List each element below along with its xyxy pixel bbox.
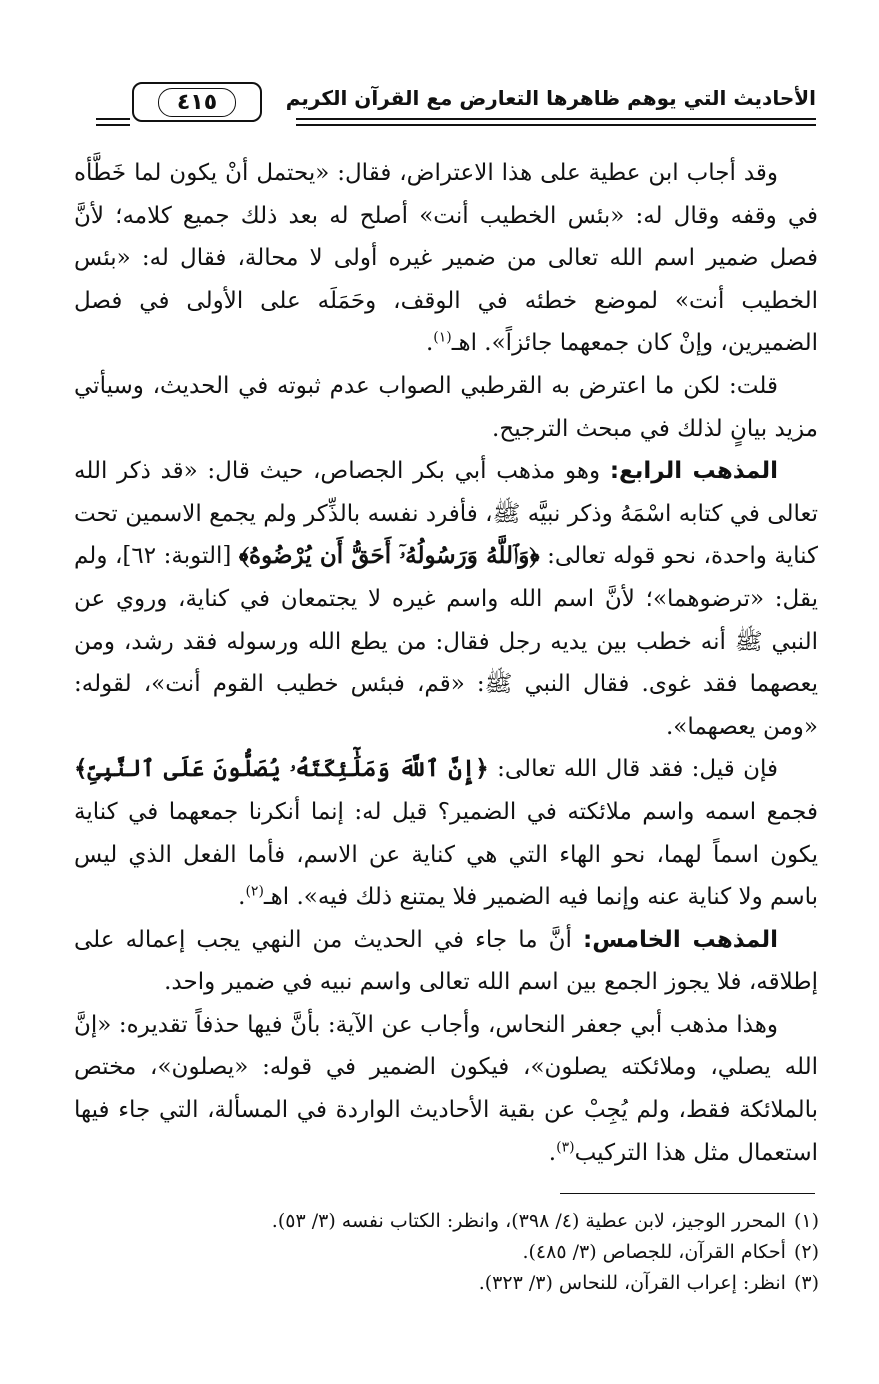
page-header bbox=[96, 78, 816, 134]
paragraph bbox=[74, 919, 818, 1004]
quran-verse: ﴿إِنَّ ٱللَّهَ وَمَلَٰٓئِكَتَهُۥ يُصَلُّونَ عَلَى ٱلنَّبِىِّ﴾ bbox=[74, 755, 489, 783]
footnote-number: (٢) bbox=[793, 1241, 819, 1263]
paragraph-end: . bbox=[548, 1139, 557, 1166]
paragraph-text: أنَّ ما جاء في الحديث من النهي يجب إعماله على إطلاقه، فلا يجوز الجمع بين اسم الله تعالى واسم نبيه في ضمير واحد. bbox=[74, 926, 818, 996]
header-rule bbox=[96, 124, 130, 126]
footnote bbox=[99, 1268, 819, 1299]
quran-verse: ﴿وَٱللَّهُ وَرَسُولُهُۥٓ أَحَقُّ أَن يُرْضُوهُ﴾ bbox=[238, 542, 540, 570]
footnote-separator bbox=[560, 1193, 815, 1194]
paragraph-text: [التوبة: ٦٢]، ولم يقل: «ترضوهما»؛ لأنَّ اسم الله واسم غيره لا يجتمعان في كناية، وروي عن النبي ﷺ أنه خطب بين يديه رجل فقال: من يطع الله ورسوله فقد رشد، ومن يعصهما فقد غوى. فقال النبي ﷺ: «قم، فبئس خطيب القوم أنت»، لقوله: «ومن يعصهما». bbox=[74, 543, 818, 740]
section-heading: المذهب الخامس: bbox=[583, 926, 778, 953]
paragraph-text: وقد أجاب ابن عطية على هذا الاعتراض، فقال: «يحتمل أنْ يكون لما خَطَّأه في وقفه وقال له: «بئس الخطيب أنت» أصلح له بعد ذلك جميع كلامه؛ لأنَّ فصل ضمير اسم الله تعالى من ضمير غيره أولى لا محالة، فقال له: «بئس الخطيب أنت» لموضع خطئه في الوقف، وحَمَلَه على الأولى في فصل الضميرين، وإنْ كان جمعهما جائزاً». اهـ bbox=[74, 160, 818, 357]
footnote-text: انظر: إعراب القرآن، للنحاس (٣/ ٣٢٣). bbox=[478, 1272, 786, 1294]
paragraph-text: فجمع اسمه واسم ملائكته في الضمير؟ قيل له: إنما أنكرنا جمعهما في كناية يكون اسماً لهما، نحو الهاء التي هي كناية عن الاسم، فأما الفعل الذي ليس باسم ولا كناية عنه وإنما فيه الضمير فلا يمتنع ذلك فيه». اهـ bbox=[74, 798, 818, 911]
paragraph-text: وهذا مذهب أبي جعفر النحاس، وأجاب عن الآية: بأنَّ فيها حذفاً تقديره: «إنَّ الله يصلي، وملائكته يصلون»، فيكون الضمير في قوله: «يصلون»، مختص بالملائكة فقط، ولم يُجِبْ عن بقية الأحاديث الواردة في المسألة، التي جاء فيها استعمال مثل هذا التركيب bbox=[74, 1011, 818, 1166]
paragraph-text: قلت: لكن ما اعترض به القرطبي الصواب عدم ثبوته في الحديث، وسيأتي مزيد بيانٍ لذلك في مبحث الترجيح. bbox=[74, 372, 818, 442]
footnote-ref: (٢) bbox=[245, 883, 264, 900]
paragraph-end: . bbox=[238, 884, 246, 911]
footnote bbox=[99, 1206, 819, 1237]
paragraph bbox=[74, 450, 818, 748]
paragraph-text: وهو مذهب أبي بكر الجصاص، حيث قال: «قد ذكر الله تعالى في كتابه اسْمَهُ وذكر نبيَّه ﷺ، فأفرد نفسه بالذِّكر ولم يجمع الاسمين تحت كناية واحدة، نحو قوله تعالى: bbox=[74, 458, 818, 570]
paragraph-end: . bbox=[425, 330, 434, 357]
page-number-frame bbox=[132, 82, 262, 122]
paragraph bbox=[74, 1004, 818, 1174]
paragraph-text: فإن قيل: فقد قال الله تعالى: bbox=[497, 756, 779, 783]
paragraph bbox=[74, 152, 818, 365]
header-rule bbox=[96, 118, 130, 120]
footnote bbox=[99, 1237, 819, 1268]
header-rule bbox=[296, 118, 816, 120]
footnote-ref: (٣) bbox=[556, 1139, 575, 1155]
footnote-number: (٣) bbox=[793, 1272, 819, 1294]
body-text bbox=[74, 152, 818, 1174]
section-heading: المذهب الرابع: bbox=[609, 458, 778, 485]
footnotes bbox=[99, 1206, 819, 1299]
paragraph bbox=[74, 365, 818, 450]
footnote-text: المحرر الوجيز، لابن عطية (٤/ ٣٩٨)، وانظر: الكتاب نفسه (٣/ ٥٣). bbox=[271, 1210, 786, 1232]
footnote-number: (١) bbox=[793, 1210, 819, 1232]
paragraph bbox=[74, 748, 818, 918]
page-number: ٤١٥ bbox=[158, 88, 236, 117]
footnote-ref: (١) bbox=[433, 329, 452, 346]
footnote-text: أحكام القرآن، للجصاص (٣/ ٤٨٥). bbox=[522, 1241, 786, 1263]
header-rule bbox=[296, 124, 816, 126]
running-title: الأحاديث التي يوهم ظاهرها التعارض مع القرآن الكريم bbox=[285, 86, 816, 110]
